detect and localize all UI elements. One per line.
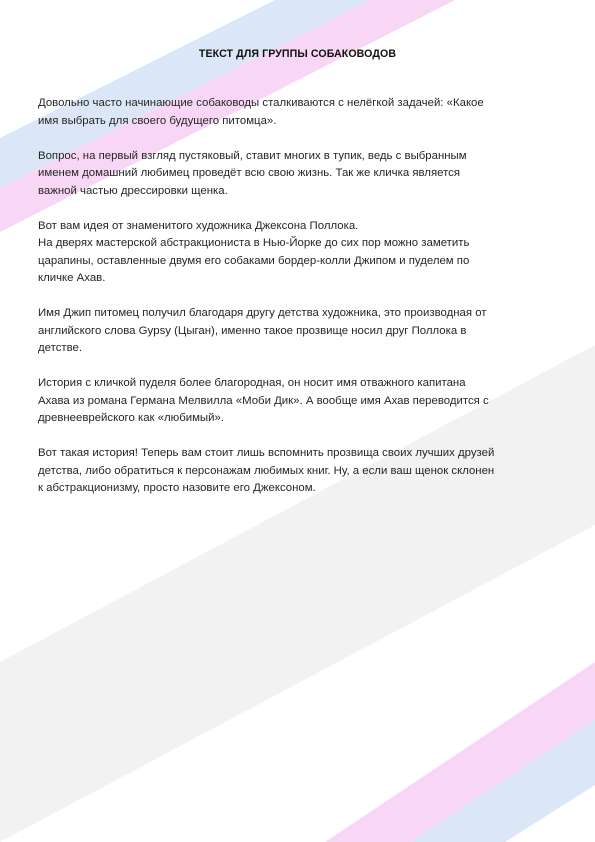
- document-title: ТЕКСТ ДЛЯ ГРУППЫ СОБАКОВОДОВ: [198, 48, 397, 60]
- paragraph-line: важной частью дрессировки щенка.: [38, 184, 228, 197]
- paragraph: [38, 218, 558, 288]
- paragraph: [38, 95, 558, 130]
- paragraph: [38, 375, 558, 428]
- paragraph-line: к абстракционизму, просто назовите его Джексоном.: [38, 482, 316, 494]
- paragraph-line: имя выбрать для своего будущего питомца».: [38, 114, 277, 127]
- paragraph-line: Имя Джип питомец получил благодаря другу детства художника, это производная от: [38, 307, 487, 319]
- document-body: [38, 95, 558, 515]
- paragraph-line: Вот вам идея от знаменитого художника Джексона Поллока.: [38, 219, 359, 232]
- paragraph-line: древнееврейского как «любимый».: [38, 412, 224, 424]
- paragraph-line: царапины, оставленные двумя его собаками бордер-колли Джипом и пуделем по: [38, 254, 470, 267]
- paragraph: [38, 148, 558, 201]
- paragraph-line: Ахава из романа Германа Мелвилла «Моби Дик». А вообще имя Ахав переводится с: [38, 394, 489, 407]
- paragraph-line: На дверях мастерской абстракциониста в Нью-Йорке до сих пор можно заметить: [38, 237, 470, 249]
- paragraph-line: английского слова Gypsy (Цыган), именно такое прозвище носил друг Поллока в: [38, 324, 467, 337]
- paragraph-line: Вот такая история! Теперь вам стоит лишь вспомнить прозвища своих лучших друзей: [38, 447, 495, 459]
- paragraph: [38, 445, 558, 498]
- paragraph-line: детстве.: [38, 342, 83, 354]
- paragraph-line: именем домашний любимец проведёт всю свою жизнь. Так же кличка является: [38, 167, 461, 179]
- paragraph-line: История с кличкой пуделя более благородная, он носит имя отважного капитана: [38, 377, 466, 389]
- paragraph: [38, 305, 558, 358]
- paragraph-line: кличке Ахав.: [38, 272, 106, 284]
- paragraph-line: Довольно часто начинающие собаководы сталкиваются с нелёгкой задачей: «Какое: [38, 97, 484, 109]
- paragraph-line: Вопрос, на первый взгляд пустяковый, ставит многих в тупик, ведь с выбранным: [38, 149, 467, 162]
- paragraph-line: детства, либо обратиться к персонажам любимых книг. Ну, а если ваш щенок склонен: [38, 464, 495, 477]
